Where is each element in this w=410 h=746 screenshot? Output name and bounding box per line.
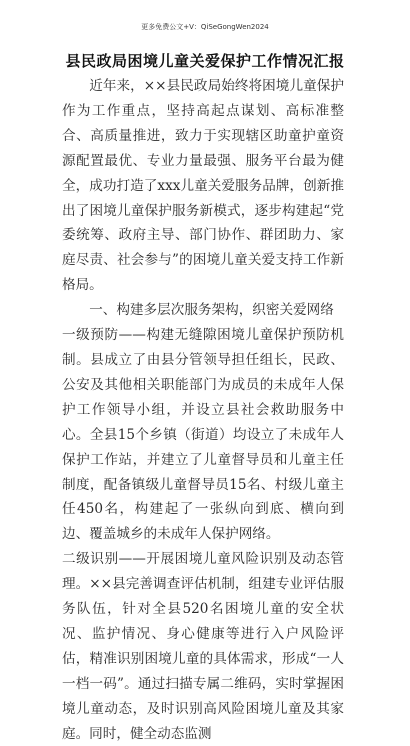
header-note: 更多免费公文+V：QiSeGongWen2024 <box>141 23 269 31</box>
paragraph-level-two-identification: 二级识别——开展困境儿童风险识别及动态管理。××县完善调查评估机制，组建专业评估服务队伍，针对全县520名困境儿童的安全状况、监护情况、身心健康等进行入户风险评估，精准识别困境儿童的具体需求，形成“一人一档一码”。通过扫描专属二维码，实时掌握困境儿童动态，及时识别高风险困境儿童及其家庭。同时，健全动态监测 <box>62 551 344 742</box>
paragraph-level-one-prevention: 一级预防——构建无缝隙困境儿童保护预防机制。县成立了由县分管领导担任组长，民政、公安及其他相关职能部门为成员的未成年人保护工作领导小组，并设立县社会救助服务中心。全县15个乡镇（街道）均设立了未成年人保护工作站，并建立了儿童督导员和儿童主任制度，配备镇级儿童督导员15名、村级儿童主任450名，构建起了一张纵向到底、横向到边、覆盖城乡的未成年人保护网络。 <box>62 327 344 543</box>
document-title: 县民政局困境儿童关爱保护工作情况汇报 <box>65 52 345 70</box>
paragraph-intro: 近年来，××县民政局始终将困境儿童保护作为工作重点，坚持高起点谋划、高标准整合、高质量推进，致力于实现辖区助童护童资源配置最优、专业力量最强、服务平台最为健全，成功打造了xxx儿童关爱服务品牌，创新推出了困境儿童保护服务新模式，逐步构建起“党委统筹、政府主导、部门协作、群团助力、家庭尽责、社会参与”的困境儿童关爱支持工作新格局。 <box>62 78 344 294</box>
document-body <box>62 74 344 746</box>
section-heading-1: 一、构建多层次服务架构，织密关爱网络 <box>89 302 334 319</box>
